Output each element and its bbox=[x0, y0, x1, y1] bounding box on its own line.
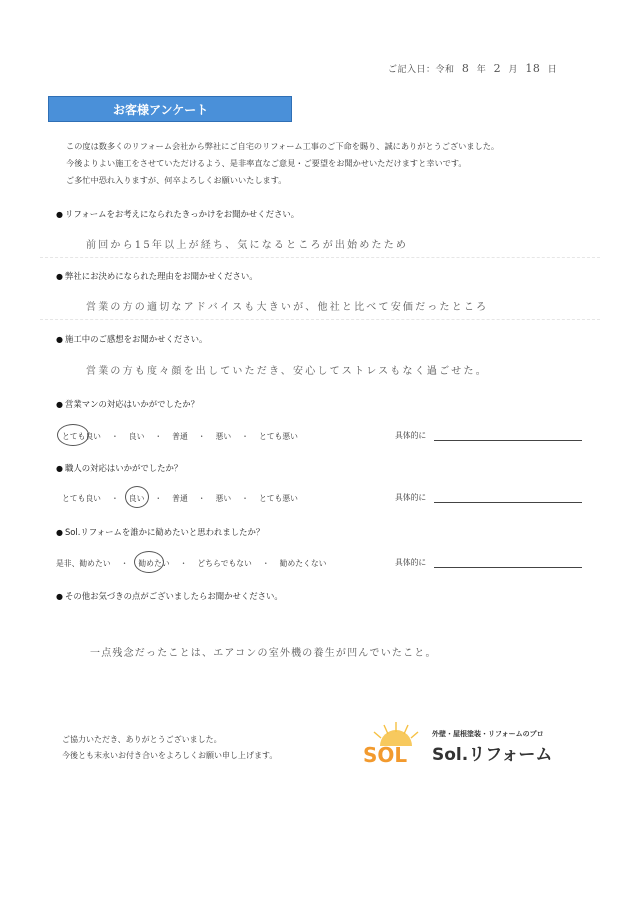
option-normal[interactable]: 普通 bbox=[172, 494, 188, 503]
logo-mark: SOL bbox=[363, 743, 408, 767]
question-other bbox=[56, 590, 283, 602]
question-label: 営業マンの対応はいかがでしたか？ bbox=[64, 399, 199, 409]
selected-circle bbox=[125, 486, 149, 508]
option-bad[interactable]: 悪い bbox=[215, 494, 232, 503]
option-very-bad[interactable]: とても悪い bbox=[258, 494, 298, 503]
option-very-bad[interactable]: とても悪い bbox=[258, 432, 298, 441]
separator: ・ bbox=[110, 432, 119, 441]
logo-name: Sol.リフォーム bbox=[432, 745, 553, 765]
option-very-good[interactable]: とても良い bbox=[62, 494, 101, 503]
option-good[interactable]: 良い bbox=[128, 432, 145, 441]
specific-input-line[interactable] bbox=[434, 493, 582, 503]
logo-tagline: 外壁・屋根塗装・リフォームのプロ bbox=[432, 730, 544, 738]
answer-trigger: 前回から15年以上が経ち、気になるところが出始めたため bbox=[86, 240, 409, 251]
month-unit: 月 bbox=[508, 65, 519, 75]
date-year: 8 bbox=[461, 62, 470, 75]
question-label: 施工中のご感想をお聞かせください。 bbox=[64, 334, 208, 344]
question-impression bbox=[56, 333, 207, 345]
option-good[interactable] bbox=[129, 493, 145, 504]
divider bbox=[40, 319, 600, 320]
separator: ・ bbox=[197, 494, 206, 503]
intro-text bbox=[66, 138, 499, 189]
entry-date bbox=[388, 62, 557, 75]
option-not-recommend[interactable]: 勧めたくない bbox=[279, 559, 327, 568]
sun-logo-icon bbox=[360, 718, 432, 768]
rating-options-recommend bbox=[56, 558, 326, 569]
separator: ・ bbox=[154, 432, 163, 441]
question-trigger bbox=[56, 208, 299, 220]
question-label: Sol.リフォームを誰かに勧めたいと思われましたか？ bbox=[64, 527, 265, 537]
bullet-icon: ● bbox=[56, 399, 63, 409]
separator: ・ bbox=[120, 559, 129, 568]
intro-line: この度は数多くのリフォーム会社から弊社にご自宅のリフォーム工事のご下命を賜り、誠にありがとうございました。 bbox=[66, 141, 500, 151]
separator: ・ bbox=[179, 559, 188, 568]
option-label: 良い bbox=[128, 494, 145, 503]
question-craftsman bbox=[56, 462, 182, 474]
question-reason bbox=[56, 270, 258, 282]
specific-label: 具体的に bbox=[395, 493, 427, 502]
specific-input-line[interactable] bbox=[434, 558, 582, 568]
option-recommend[interactable] bbox=[138, 558, 169, 569]
bullet-icon: ● bbox=[56, 463, 63, 473]
option-neither[interactable]: どちらでもない bbox=[197, 559, 252, 568]
day-unit: 日 bbox=[547, 65, 558, 75]
specific-field-sales bbox=[395, 430, 582, 441]
separator: ・ bbox=[110, 494, 119, 503]
separator: ・ bbox=[241, 432, 249, 441]
specific-input-line[interactable] bbox=[434, 431, 582, 441]
specific-field-recommend bbox=[395, 557, 582, 568]
question-label: その他お気づきの点がございましたらお聞かせください。 bbox=[64, 591, 283, 601]
bullet-icon: ● bbox=[56, 334, 63, 344]
intro-line: ご多忙中恐れ入りますが、何卒よろしくお願いいたします。 bbox=[66, 175, 287, 185]
option-bad[interactable]: 悪い bbox=[215, 432, 232, 441]
page-title: お客様アンケート bbox=[48, 96, 292, 122]
question-sales bbox=[56, 398, 199, 410]
thanks-line: ご協力いただき、ありがとうございました。 bbox=[62, 735, 222, 744]
option-label: 勧めたい bbox=[138, 559, 170, 568]
option-definitely[interactable]: 是非、勧めたい bbox=[56, 559, 111, 568]
answer-impression: 営業の方も度々顔を出していただき、安心してストレスもなく過ごせた。 bbox=[86, 366, 488, 377]
intro-line: 今後よりよい施工をさせていただけるよう、是非率直なご意見・ご要望をお聞かせいただけますと幸いです。 bbox=[66, 158, 467, 168]
question-label: 職人の対応はいかがでしたか？ bbox=[64, 463, 183, 473]
separator: ・ bbox=[261, 559, 270, 568]
option-normal[interactable]: 普通 bbox=[172, 432, 188, 441]
separator: ・ bbox=[197, 432, 206, 441]
option-label: とても良い bbox=[62, 432, 101, 441]
question-recommend bbox=[56, 526, 264, 538]
specific-field-craftsman bbox=[395, 492, 582, 503]
year-unit: 年 bbox=[476, 65, 487, 75]
separator: ・ bbox=[241, 494, 249, 503]
selected-circle bbox=[57, 424, 89, 446]
bullet-icon: ● bbox=[56, 209, 63, 219]
thanks-text bbox=[62, 732, 277, 764]
specific-label: 具体的に bbox=[395, 431, 427, 440]
company-logo bbox=[360, 718, 590, 768]
separator: ・ bbox=[154, 494, 163, 503]
question-label: 弊社にお決めになられた理由をお聞かせください。 bbox=[64, 271, 258, 281]
specific-label: 具体的に bbox=[395, 558, 427, 567]
date-day: 18 bbox=[525, 62, 541, 75]
bullet-icon: ● bbox=[56, 271, 63, 281]
bullet-icon: ● bbox=[56, 527, 63, 537]
rating-options-sales bbox=[62, 431, 298, 442]
divider bbox=[40, 257, 600, 258]
option-very-good[interactable] bbox=[62, 431, 101, 442]
date-month: 2 bbox=[493, 62, 502, 75]
answer-reason: 営業の方の適切なアドバイスも大きいが、他社と比べて安価だったところ bbox=[86, 302, 489, 313]
rating-options-craftsman bbox=[62, 493, 298, 504]
date-label: ご記入日：令和 bbox=[388, 65, 455, 75]
selected-circle bbox=[134, 551, 164, 573]
thanks-line: 今後とも末永いお付き合いをよろしくお願い申し上げます。 bbox=[62, 751, 278, 760]
question-label: リフォームをお考えになられたきっかけをお聞かせください。 bbox=[64, 209, 300, 219]
answer-other: 一点残念だったことは、エアコンの室外機の養生が凹んでいたこと。 bbox=[90, 648, 437, 659]
bullet-icon: ● bbox=[56, 591, 63, 601]
